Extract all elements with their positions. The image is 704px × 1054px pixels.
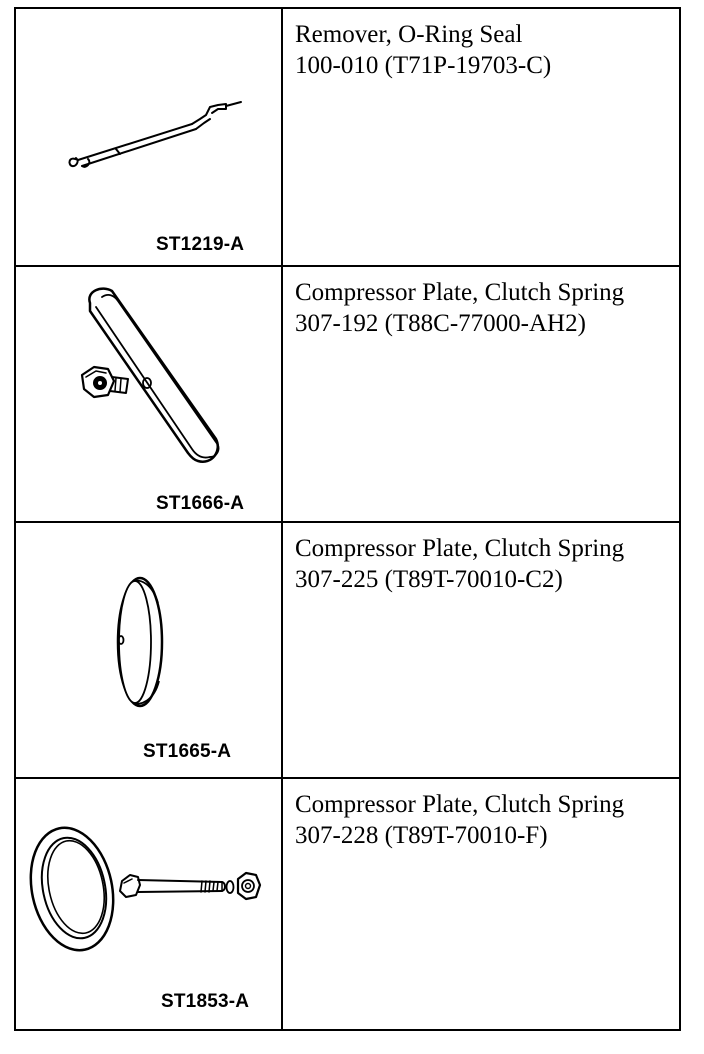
illustration-code: ST1853-A bbox=[161, 991, 250, 1012]
tool-row-compressor-plate-192 bbox=[16, 265, 679, 521]
tool-number: 307-228 (T89T-70010-F) bbox=[295, 822, 548, 849]
description-cell bbox=[283, 523, 679, 777]
description-cell bbox=[283, 779, 679, 1029]
o-ring-remover-hook-icon bbox=[16, 9, 281, 265]
tool-row-compressor-plate-225 bbox=[16, 521, 679, 777]
tool-name: Compressor Plate, Clutch Spring bbox=[295, 279, 625, 306]
round-disc-plate-icon bbox=[16, 523, 281, 777]
illustration-cell bbox=[16, 267, 283, 521]
illustration-cell bbox=[16, 9, 283, 265]
tool-name: Compressor Plate, Clutch Spring bbox=[295, 791, 625, 818]
description-cell bbox=[283, 267, 679, 521]
tool-name: Remover, O-Ring Seal bbox=[295, 21, 523, 48]
illustration-cell bbox=[16, 523, 283, 777]
long-plate-with-nut-icon bbox=[16, 267, 281, 521]
tool-row-compressor-plate-228 bbox=[16, 777, 679, 1029]
tool-name: Compressor Plate, Clutch Spring bbox=[295, 535, 625, 562]
tool-number: 307-225 (T89T-70010-C2) bbox=[295, 566, 563, 593]
illustration-code: ST1219-A bbox=[156, 234, 245, 255]
illustration-code: ST1666-A bbox=[156, 493, 245, 514]
tool-number: 307-192 (T88C-77000-AH2) bbox=[295, 310, 586, 337]
description-cell bbox=[283, 9, 679, 265]
special-tools-table bbox=[14, 7, 681, 1031]
illustration-cell bbox=[16, 779, 283, 1029]
tool-number: 100-010 (T71P-19703-C) bbox=[295, 52, 552, 79]
illustration-code: ST1665-A bbox=[143, 741, 232, 762]
tool-row-oring-remover bbox=[16, 9, 679, 265]
